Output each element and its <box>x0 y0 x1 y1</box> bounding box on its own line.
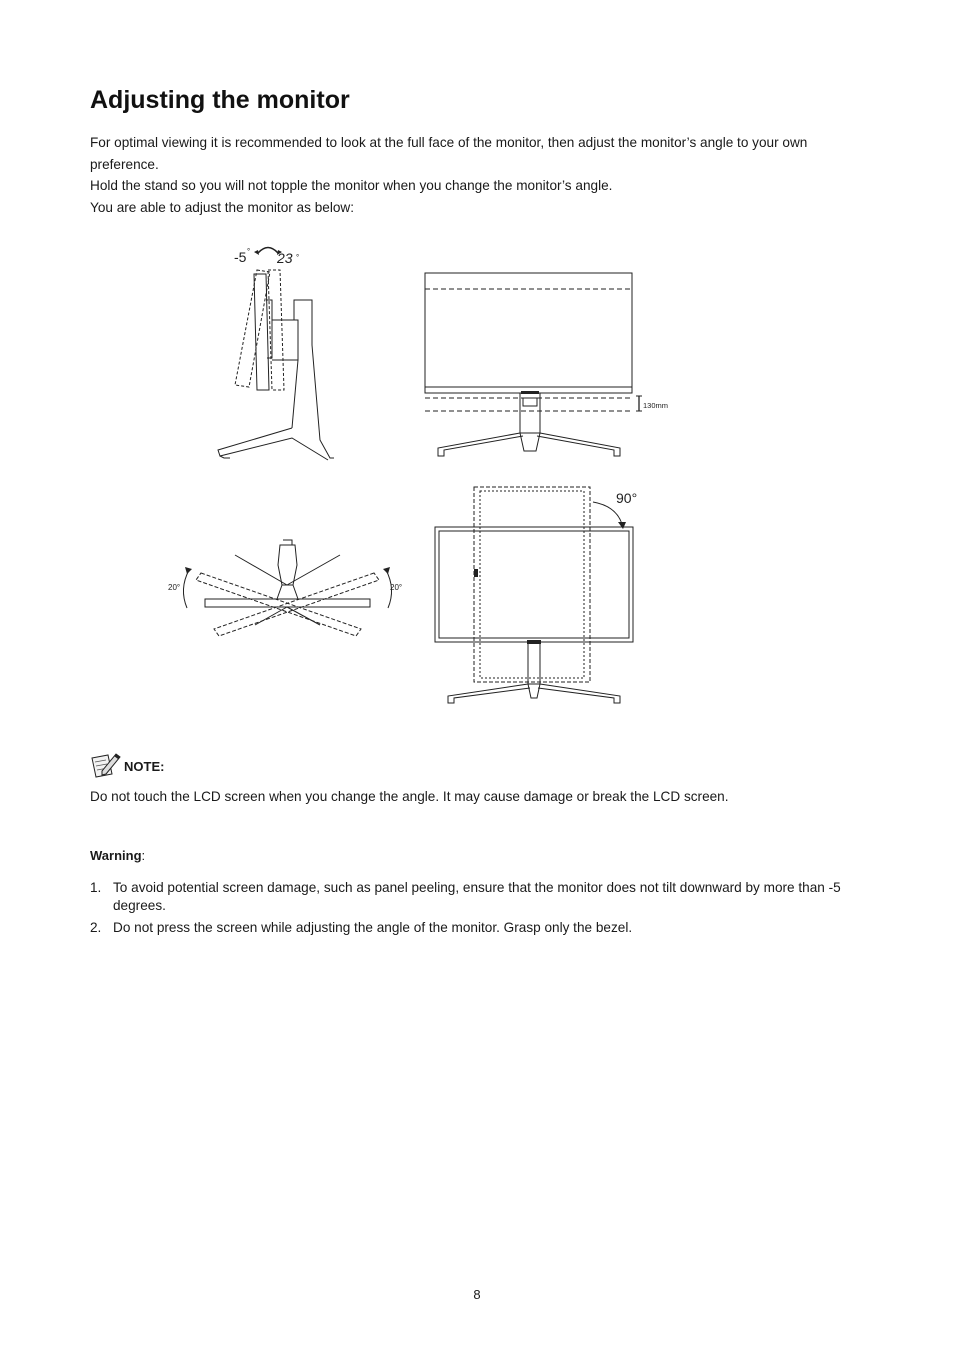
page-number: 8 <box>473 1287 481 1302</box>
height-adjust-label: 130mm <box>643 401 669 410</box>
intro-paragraph-viewing: For optimal viewing it is recommended to look at the full face of the monitor, then adjust the monitor’s angle to your own preference. <box>90 135 808 172</box>
warning-item <box>90 879 850 915</box>
swivel-right-label: 20° <box>390 583 403 592</box>
pivot-diagram <box>430 484 650 709</box>
warning-item-number: 1. <box>90 880 102 895</box>
page-title: Adjusting the monitor <box>90 86 350 114</box>
tilt-forward-label: -5 <box>234 249 247 265</box>
warning-label-colon: : <box>141 848 146 863</box>
intro-paragraph-hold-stand: Hold the stand so you will not topple the monitor when you change the monitor’s angle. <box>90 178 613 193</box>
warning-label <box>90 848 145 863</box>
height-adjust-diagram <box>420 268 680 463</box>
warning-item-text: To avoid potential screen damage, such as panel peeling, ensure that the monitor does not tilt downward by more than -5 degrees. <box>113 880 841 913</box>
note-pen-icon <box>90 752 122 780</box>
warning-label-text: Warning <box>90 848 142 863</box>
warning-item <box>90 919 850 937</box>
swivel-left-label: 20° <box>168 583 181 592</box>
warning-item-text: Do not press the screen while adjusting the angle of the monitor. Grasp only the bezel. <box>113 920 633 935</box>
pivot-label: 90° <box>616 490 638 506</box>
note-label: NOTE: <box>124 759 165 774</box>
warning-item-number: 2. <box>90 920 102 935</box>
tilt-diagram <box>210 240 350 465</box>
intro-paragraph-adjust: You are able to adjust the monitor as below: <box>90 200 354 215</box>
swivel-diagram <box>165 535 415 645</box>
tilt-backward-degree: ° <box>296 253 300 262</box>
tilt-backward-label: 23 <box>277 250 293 266</box>
note-text: Do not touch the LCD screen when you change the angle. It may cause damage or break the LCD screen. <box>90 789 729 804</box>
warning-list <box>90 879 850 941</box>
tilt-forward-degree: ° <box>247 247 251 256</box>
